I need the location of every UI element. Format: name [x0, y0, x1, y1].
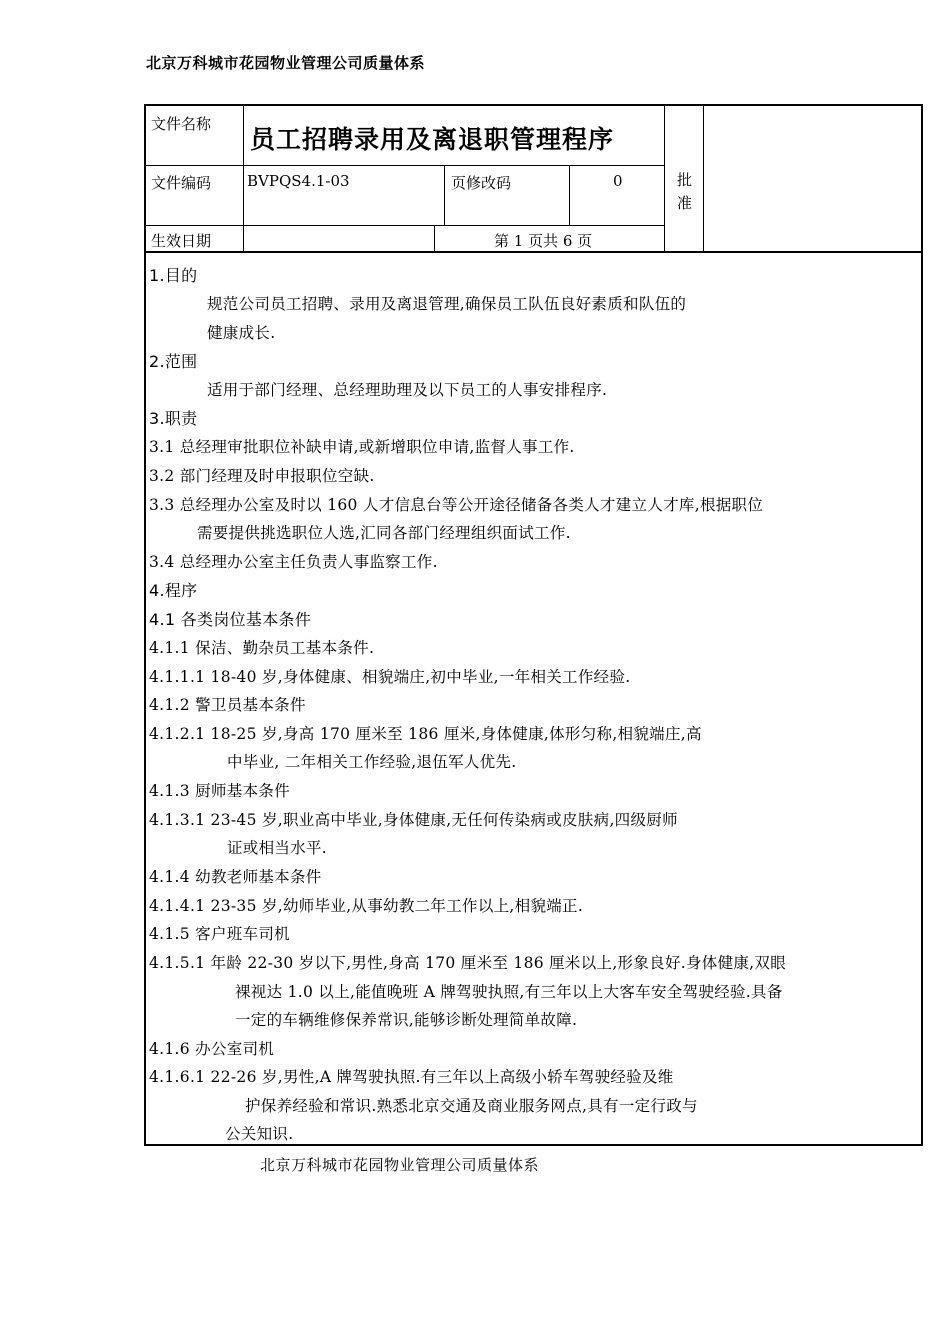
text-line: 4.1.1.1 18-40 岁,身体健康、相貌端庄,初中毕业,一年相关工作经验. — [149, 668, 631, 686]
page-footer-title: 北京万科城市花园物业管理公司质量体系 — [260, 1156, 540, 1174]
section-heading: 3.职责 — [149, 409, 198, 428]
file-code-label: 文件编码 — [151, 174, 212, 192]
divider — [569, 165, 570, 225]
text-line: 4.1.5 客户班车司机 — [149, 925, 290, 943]
divider — [664, 106, 665, 253]
text-line: 中毕业, 二年相关工作经验,退伍军人优先. — [227, 753, 517, 771]
divider — [444, 165, 445, 225]
text-line: 4.1.5.1 年龄 22-30 岁以下,男性,身高 170 厘米至 186 厘米以上,形象良好.身体健康,双眼 — [149, 954, 787, 972]
revision-value: 0 — [613, 172, 623, 190]
text-line: 公关知识. — [225, 1125, 294, 1143]
text-line: 4.1.2.1 18-25 岁,身高 170 厘米至 186 厘米,身体健康,体形匀称,相貌端庄,高 — [149, 725, 702, 743]
file-name-label: 文件名称 — [151, 115, 212, 133]
text-line: 4.1.3.1 23-45 岁,职业高中毕业,身体健康,无任何传染病或皮肤病,四级厨师 — [149, 811, 678, 829]
text-line: 4.1.2 警卫员基本条件 — [149, 696, 306, 714]
text-line: 4.1.3 厨师基本条件 — [149, 782, 290, 800]
section-heading: 2.范围 — [149, 352, 198, 371]
text-line: 护保养经验和常识.熟悉北京交通及商业服务网点,具有一定行政与 — [245, 1097, 698, 1115]
text-line: 适用于部门经理、总经理助理及以下员工的人事安排程序. — [207, 381, 608, 399]
text-line: 证或相当水平. — [227, 839, 328, 857]
divider — [243, 106, 244, 253]
document-body — [144, 253, 923, 1146]
text-line: 4.1.1 保洁、勤杂员工基本条件. — [149, 639, 375, 657]
section-heading: 1.目的 — [149, 266, 198, 285]
text-line: 需要提供挑选职位人选,汇同各部门经理组织面试工作. — [197, 524, 571, 542]
text-line: 4.1.6 办公室司机 — [149, 1040, 275, 1058]
text-line: 裸视达 1.0 以上,能值晚班 A 牌驾驶执照,有三年以上大客车安全驾驶经验.具备 — [235, 983, 783, 1001]
text-line: 3.4 总经理办公室主任负责人事监察工作. — [149, 553, 438, 571]
approve-label: 批准 — [675, 172, 693, 218]
revision-label: 页修改码 — [451, 174, 512, 192]
divider — [434, 225, 435, 253]
text-line: 规范公司员工招聘、录用及离退管理,确保员工队伍良好素质和队伍的 — [207, 295, 687, 313]
subsection-heading: 4.1 各类岗位基本条件 — [149, 610, 312, 629]
text-line: 3.1 总经理审批职位补缺申请,或新增职位申请,监督人事工作. — [149, 438, 575, 456]
text-line: 4.1.4.1 23-35 岁,幼师毕业,从事幼教二年工作以上,相貌端正. — [149, 897, 584, 915]
divider — [146, 225, 664, 226]
text-line: 一定的车辆维修保养常识,能够诊断处理简单故障. — [235, 1011, 578, 1029]
text-line: 4.1.6.1 22-26 岁,男性,A 牌驾驶执照.有三年以上高级小轿车驾驶经验及维 — [149, 1068, 674, 1086]
page-header-title: 北京万科城市花园物业管理公司质量体系 — [146, 54, 426, 72]
document-title: 员工招聘录用及离退职管理程序 — [250, 125, 615, 154]
effective-date-label: 生效日期 — [151, 232, 212, 250]
divider — [146, 165, 664, 166]
divider — [703, 106, 704, 253]
section-heading: 4.程序 — [149, 581, 198, 600]
text-line: 3.3 总经理办公室及时以 160 人才信息台等公开途径储备各类人才建立人才库,根据职位 — [149, 496, 764, 514]
file-code-value: BVPQS4.1-03 — [247, 172, 350, 190]
text-line: 健康成长. — [207, 324, 276, 342]
page-info: 第 1 页共 6 页 — [494, 232, 593, 250]
text-line: 4.1.4 幼教老师基本条件 — [149, 868, 322, 886]
document-header-table — [144, 104, 923, 253]
text-line: 3.2 部门经理及时申报职位空缺. — [149, 467, 375, 485]
